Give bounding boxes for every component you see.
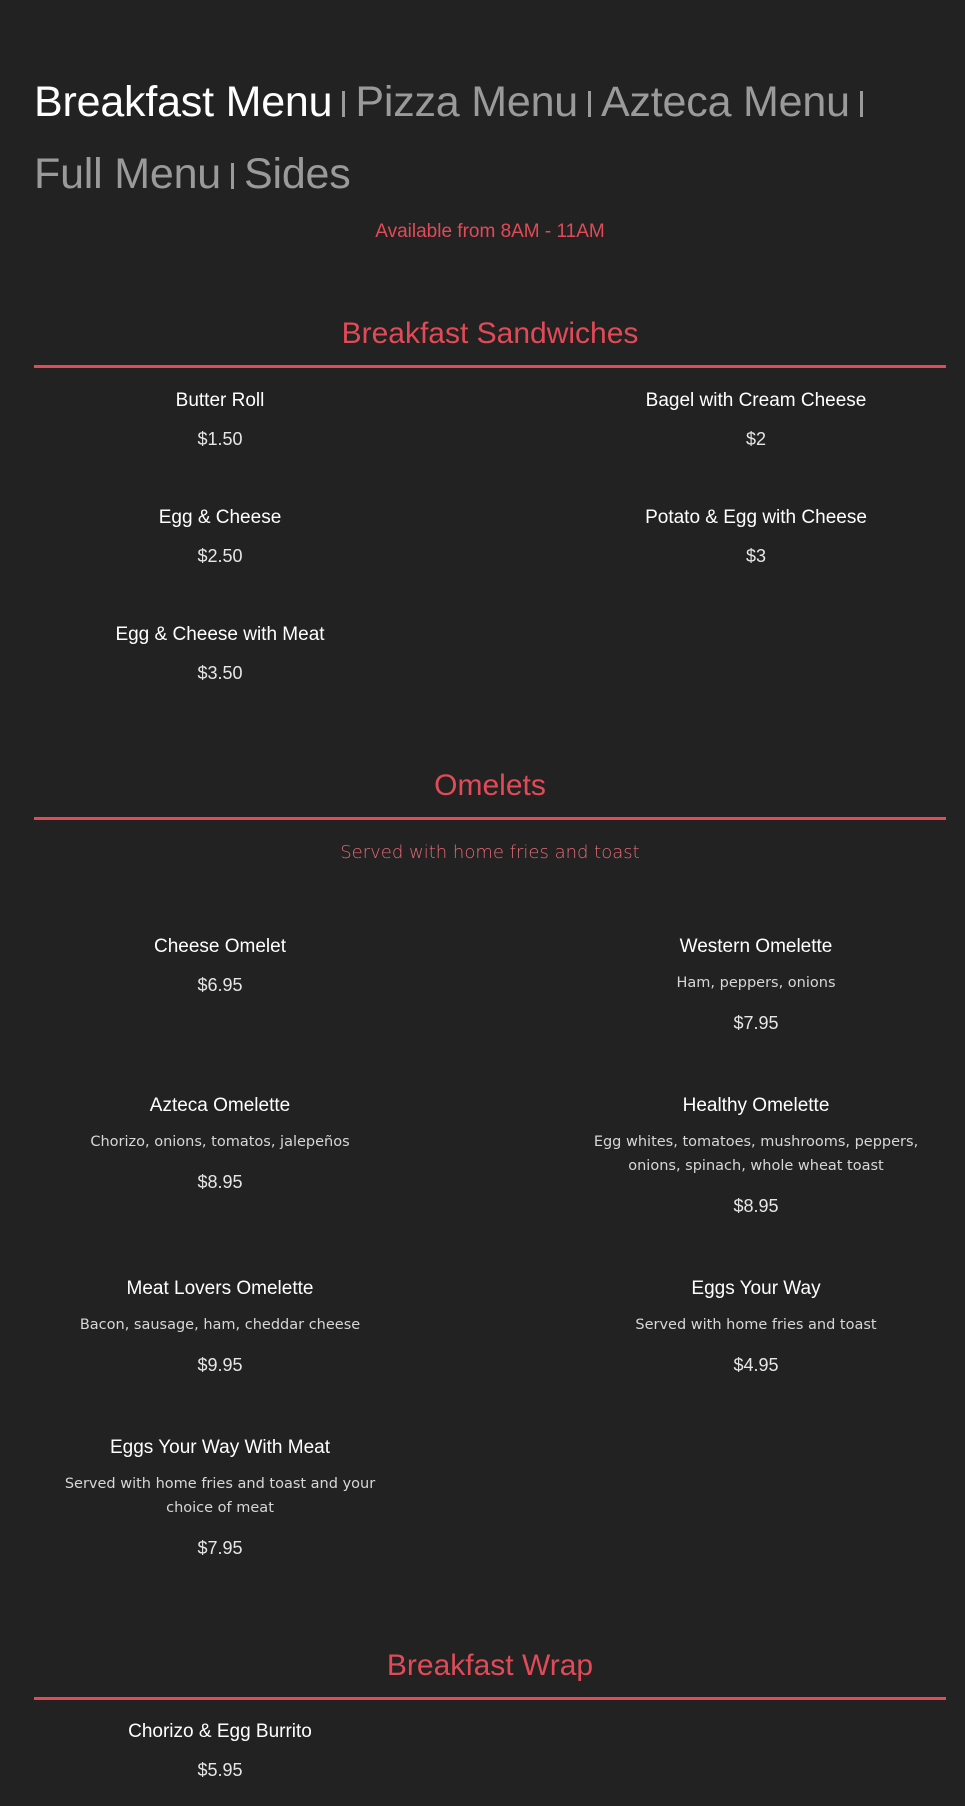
menu-item-name: Butter Roll: [175, 390, 265, 411]
section-note: Served with home fries and toast: [340, 842, 640, 863]
menu-item-name: Eggs Your Way With Meat: [109, 1437, 330, 1458]
menu-item-description: Served with home fries and toast and your choice of meat: [64, 1476, 376, 1516]
menu-item-price: $8.95: [733, 1196, 779, 1216]
menu-item-name: Chorizo & Egg Burrito: [128, 1721, 312, 1742]
nav-separator: [860, 91, 863, 117]
section-breakfast-sandwiches: [34, 315, 946, 683]
menu-item: [34, 1277, 406, 1377]
nav-link-azteca-menu[interactable]: Azteca Menu: [601, 77, 850, 126]
menu-item-description: Ham, peppers, onions: [676, 975, 836, 991]
menu-item-name: Egg & Cheese with Meat: [115, 624, 325, 645]
menu-item-description: Bacon, sausage, ham, cheddar cheese: [79, 1317, 361, 1333]
section-divider: [34, 817, 946, 820]
menu-item-price: $7.95: [733, 1013, 779, 1033]
menu-item-name: Meat Lovers Omelette: [126, 1278, 314, 1299]
menu-item: [34, 935, 406, 997]
nav-link-pizza-menu[interactable]: Pizza Menu: [355, 77, 579, 126]
menu-item: [570, 389, 942, 451]
availability-text: Available from 8AM - 11AM: [375, 221, 605, 242]
section-title: Omelets: [434, 769, 546, 802]
nav-separator: [588, 91, 591, 117]
menu-item-price: $2: [745, 429, 767, 449]
menu-item-name: Potato & Egg with Cheese: [645, 507, 867, 528]
menu-nav-row-2: [34, 138, 934, 210]
menu-item: [570, 935, 942, 1035]
menu-item-price: $1.50: [197, 429, 243, 449]
nav-separator: [342, 91, 345, 117]
menu-item-price: $3: [745, 546, 767, 566]
menu-item: [34, 1720, 406, 1782]
nav-link-sides[interactable]: Sides: [244, 149, 351, 198]
menu-nav: [34, 66, 934, 210]
menu-item-name: Western Omelette: [679, 936, 833, 957]
menu-item-name: Eggs Your Way: [691, 1278, 821, 1299]
menu-nav-row-1: [34, 66, 934, 138]
nav-link-breakfast-menu[interactable]: Breakfast Menu: [34, 77, 333, 126]
menu-item-name: Azteca Omelette: [149, 1095, 291, 1116]
menu-item-price: $4.95: [733, 1355, 779, 1375]
section-divider: [34, 1697, 946, 1700]
menu-item-name: Bagel with Cream Cheese: [645, 390, 867, 411]
menu-item-price: $8.95: [197, 1172, 243, 1192]
menu-item-price: $9.95: [197, 1355, 243, 1375]
menu-item: [34, 389, 406, 451]
menu-item: [570, 506, 942, 568]
menu-item: [34, 506, 406, 568]
menu-item: [563, 1094, 949, 1218]
nav-separator: [231, 163, 234, 189]
menu-item-description: Served with home fries and toast: [635, 1317, 877, 1333]
menu-item: [34, 1094, 406, 1194]
menu-item-name: Healthy Omelette: [682, 1095, 830, 1116]
menu-item-description: Egg whites, tomatoes, mushrooms, peppers, onions, spinach, whole wheat toast: [593, 1134, 919, 1174]
section-omelets: [34, 767, 946, 1558]
menu-item: [570, 1277, 942, 1377]
menu-item-price: $3.50: [197, 663, 243, 683]
section-title: Breakfast Sandwiches: [341, 317, 639, 350]
section-title: Breakfast Wrap: [386, 1649, 594, 1682]
nav-link-full-menu[interactable]: Full Menu: [34, 149, 221, 198]
menu-item-price: $5.95: [197, 1760, 243, 1780]
menu-item-price: $6.95: [197, 975, 243, 995]
menu-item-description: Chorizo, onions, tomatos, jalepeños: [90, 1134, 350, 1150]
menu-item-name: Egg & Cheese: [158, 507, 282, 528]
menu-item-price: $2.50: [197, 546, 243, 566]
section-breakfast-wrap: [34, 1647, 946, 1780]
menu-item: [34, 623, 406, 685]
menu-item-name: Cheese Omelet: [153, 936, 286, 957]
menu-item: [34, 1436, 406, 1560]
menu-item-price: $7.95: [197, 1538, 243, 1558]
section-divider: [34, 365, 946, 368]
